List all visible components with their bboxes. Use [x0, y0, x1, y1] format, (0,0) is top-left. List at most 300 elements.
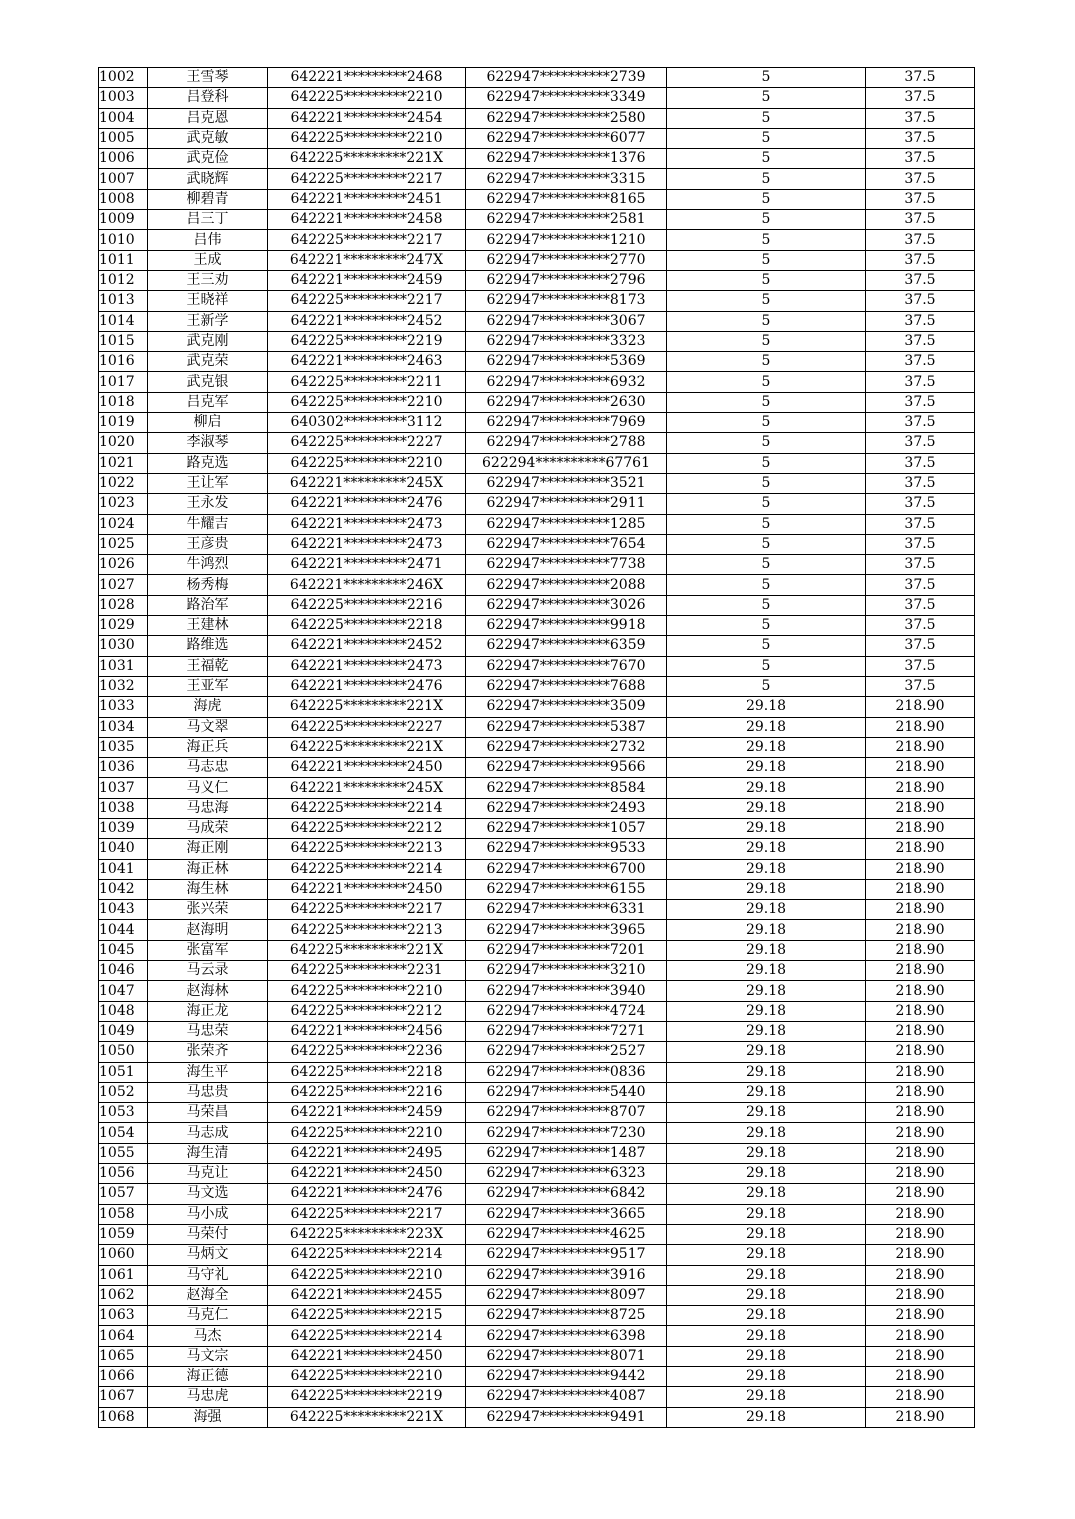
table-row [99, 961, 975, 981]
account-number-cell: 622947**********8071 [466, 1346, 667, 1366]
person-name-cell: 马忠虎 [148, 1387, 268, 1407]
id-number-cell: 642221*********2452 [268, 636, 466, 656]
quantity-cell: 29.18 [667, 697, 866, 717]
account-number-cell: 622947**********8165 [466, 189, 667, 209]
table-row [99, 1387, 975, 1407]
person-name-cell: 马杰 [148, 1326, 268, 1346]
quantity-cell: 5 [667, 616, 866, 636]
person-name-cell: 王让军 [148, 473, 268, 493]
table-row [99, 1123, 975, 1143]
person-name-cell: 马义仁 [148, 778, 268, 798]
account-number-cell: 622947**********2732 [466, 737, 667, 757]
person-name-cell: 路维选 [148, 636, 268, 656]
quantity-cell: 29.18 [667, 1367, 866, 1387]
quantity-cell: 29.18 [667, 1042, 866, 1062]
amount-cell: 218.90 [866, 1346, 975, 1366]
table-row [99, 595, 975, 615]
quantity-cell: 5 [667, 149, 866, 169]
row-number-cell: 1013 [99, 291, 148, 311]
account-number-cell: 622947**********7670 [466, 656, 667, 676]
id-number-cell: 642221*********2450 [268, 1164, 466, 1184]
person-name-cell: 吕登科 [148, 88, 268, 108]
person-name-cell: 海正刚 [148, 839, 268, 859]
account-number-cell: 622947**********6323 [466, 1164, 667, 1184]
account-number-cell: 622947**********9566 [466, 758, 667, 778]
person-name-cell: 王新学 [148, 311, 268, 331]
table-row [99, 413, 975, 433]
account-number-cell: 622947**********3315 [466, 169, 667, 189]
id-number-cell: 642221*********245X [268, 473, 466, 493]
account-number-cell: 622947**********8584 [466, 778, 667, 798]
account-number-cell: 622947**********3916 [466, 1265, 667, 1285]
id-number-cell: 642221*********2459 [268, 270, 466, 290]
row-number-cell: 1028 [99, 595, 148, 615]
amount-cell: 218.90 [866, 940, 975, 960]
amount-cell: 218.90 [866, 1123, 975, 1143]
id-number-cell: 642225*********2210 [268, 1367, 466, 1387]
person-name-cell: 马文宗 [148, 1346, 268, 1366]
amount-cell: 218.90 [866, 920, 975, 940]
table-row [99, 616, 975, 636]
amount-cell: 218.90 [866, 1143, 975, 1163]
person-name-cell: 牛鸿烈 [148, 555, 268, 575]
account-number-cell: 622947**********4724 [466, 1001, 667, 1021]
row-number-cell: 1023 [99, 494, 148, 514]
row-number-cell: 1068 [99, 1407, 148, 1427]
account-number-cell: 622947**********4087 [466, 1387, 667, 1407]
id-number-cell: 642225*********2218 [268, 616, 466, 636]
row-number-cell: 1044 [99, 920, 148, 940]
row-number-cell: 1010 [99, 230, 148, 250]
table-row [99, 88, 975, 108]
quantity-cell: 5 [667, 656, 866, 676]
amount-cell: 218.90 [866, 1367, 975, 1387]
amount-cell: 37.5 [866, 331, 975, 351]
table-row [99, 392, 975, 412]
account-number-cell: 622947**********1210 [466, 230, 667, 250]
amount-cell: 218.90 [866, 1245, 975, 1265]
id-number-cell: 642225*********2236 [268, 1042, 466, 1062]
amount-cell: 37.5 [866, 616, 975, 636]
account-number-cell: 622947**********1057 [466, 818, 667, 838]
id-number-cell: 642225*********2215 [268, 1306, 466, 1326]
person-name-cell: 海正德 [148, 1367, 268, 1387]
id-number-cell: 642225*********2211 [268, 372, 466, 392]
amount-cell: 37.5 [866, 88, 975, 108]
table-row [99, 169, 975, 189]
person-name-cell: 武克荣 [148, 352, 268, 372]
row-number-cell: 1052 [99, 1082, 148, 1102]
table-row [99, 1367, 975, 1387]
quantity-cell: 29.18 [667, 737, 866, 757]
row-number-cell: 1025 [99, 534, 148, 554]
amount-cell: 218.90 [866, 758, 975, 778]
account-number-cell: 622947**********3026 [466, 595, 667, 615]
account-number-cell: 622947**********2581 [466, 210, 667, 230]
quantity-cell: 5 [667, 270, 866, 290]
table-row [99, 1103, 975, 1123]
person-name-cell: 武克银 [148, 372, 268, 392]
amount-cell: 218.90 [866, 1184, 975, 1204]
id-number-cell: 642225*********2213 [268, 839, 466, 859]
amount-cell: 37.5 [866, 636, 975, 656]
id-number-cell: 642225*********221X [268, 149, 466, 169]
account-number-cell: 622947**********2796 [466, 270, 667, 290]
id-number-cell: 642221*********246X [268, 575, 466, 595]
id-number-cell: 642221*********2459 [268, 1103, 466, 1123]
table-row [99, 1346, 975, 1366]
table-row [99, 940, 975, 960]
quantity-cell: 29.18 [667, 778, 866, 798]
person-name-cell: 张荣齐 [148, 1042, 268, 1062]
account-number-cell: 622947**********6359 [466, 636, 667, 656]
row-number-cell: 1045 [99, 940, 148, 960]
row-number-cell: 1008 [99, 189, 148, 209]
id-number-cell: 642225*********2217 [268, 291, 466, 311]
account-number-cell: 622947**********8707 [466, 1103, 667, 1123]
account-number-cell: 622947**********7271 [466, 1021, 667, 1041]
account-number-cell: 622947**********3665 [466, 1204, 667, 1224]
table-row [99, 1204, 975, 1224]
account-number-cell: 622947**********9918 [466, 616, 667, 636]
id-number-cell: 642225*********221X [268, 697, 466, 717]
quantity-cell: 29.18 [667, 1082, 866, 1102]
quantity-cell: 5 [667, 210, 866, 230]
person-name-cell: 李淑琴 [148, 433, 268, 453]
amount-cell: 37.5 [866, 453, 975, 473]
person-name-cell: 武克刚 [148, 331, 268, 351]
id-number-cell: 642221*********2476 [268, 494, 466, 514]
quantity-cell: 5 [667, 473, 866, 493]
table-row [99, 1326, 975, 1346]
row-number-cell: 1015 [99, 331, 148, 351]
table-row [99, 372, 975, 392]
id-number-cell: 642225*********2216 [268, 1082, 466, 1102]
person-name-cell: 海生林 [148, 879, 268, 899]
id-number-cell: 642225*********2214 [268, 798, 466, 818]
id-number-cell: 642225*********2227 [268, 717, 466, 737]
table-row [99, 758, 975, 778]
row-number-cell: 1048 [99, 1001, 148, 1021]
table-row [99, 798, 975, 818]
person-name-cell: 海正兵 [148, 737, 268, 757]
account-number-cell: 622947**********2788 [466, 433, 667, 453]
id-number-cell: 642225*********2210 [268, 392, 466, 412]
quantity-cell: 29.18 [667, 818, 866, 838]
table-row [99, 737, 975, 757]
amount-cell: 218.90 [866, 697, 975, 717]
quantity-cell: 5 [667, 88, 866, 108]
person-name-cell: 赵海全 [148, 1285, 268, 1305]
row-number-cell: 1011 [99, 250, 148, 270]
row-number-cell: 1019 [99, 413, 148, 433]
amount-cell: 218.90 [866, 1103, 975, 1123]
person-name-cell: 杨秀梅 [148, 575, 268, 595]
person-name-cell: 王建林 [148, 616, 268, 636]
person-name-cell: 海生平 [148, 1062, 268, 1082]
quantity-cell: 29.18 [667, 1387, 866, 1407]
quantity-cell: 29.18 [667, 859, 866, 879]
id-number-cell: 642221*********2458 [268, 210, 466, 230]
account-number-cell: 622947**********0836 [466, 1062, 667, 1082]
row-number-cell: 1005 [99, 128, 148, 148]
table-row [99, 1265, 975, 1285]
quantity-cell: 29.18 [667, 900, 866, 920]
amount-cell: 37.5 [866, 392, 975, 412]
amount-cell: 218.90 [866, 1042, 975, 1062]
person-name-cell: 马炳文 [148, 1245, 268, 1265]
person-name-cell: 海正林 [148, 859, 268, 879]
id-number-cell: 642221*********2468 [268, 68, 466, 88]
table-row [99, 270, 975, 290]
table-row [99, 1285, 975, 1305]
id-number-cell: 642225*********2210 [268, 1265, 466, 1285]
amount-cell: 218.90 [866, 961, 975, 981]
id-number-cell: 642221*********2476 [268, 1184, 466, 1204]
row-number-cell: 1059 [99, 1224, 148, 1244]
table-row [99, 291, 975, 311]
person-name-cell: 吕克恩 [148, 108, 268, 128]
account-number-cell: 622947**********1285 [466, 514, 667, 534]
id-number-cell: 642221*********2450 [268, 758, 466, 778]
quantity-cell: 29.18 [667, 758, 866, 778]
person-name-cell: 王亚军 [148, 676, 268, 696]
row-number-cell: 1039 [99, 818, 148, 838]
account-number-cell: 622947**********5369 [466, 352, 667, 372]
row-number-cell: 1017 [99, 372, 148, 392]
table-row [99, 920, 975, 940]
amount-cell: 37.5 [866, 413, 975, 433]
table-row [99, 473, 975, 493]
id-number-cell: 642221*********2454 [268, 108, 466, 128]
table-row [99, 534, 975, 554]
id-number-cell: 642225*********2219 [268, 1387, 466, 1407]
quantity-cell: 5 [667, 413, 866, 433]
row-number-cell: 1012 [99, 270, 148, 290]
table-row [99, 1062, 975, 1082]
row-number-cell: 1035 [99, 737, 148, 757]
row-number-cell: 1066 [99, 1367, 148, 1387]
row-number-cell: 1056 [99, 1164, 148, 1184]
quantity-cell: 29.18 [667, 1407, 866, 1427]
quantity-cell: 5 [667, 291, 866, 311]
person-name-cell: 海虎 [148, 697, 268, 717]
person-name-cell: 王成 [148, 250, 268, 270]
quantity-cell: 5 [667, 68, 866, 88]
amount-cell: 218.90 [866, 1285, 975, 1305]
amount-cell: 218.90 [866, 1224, 975, 1244]
person-name-cell: 王福乾 [148, 656, 268, 676]
id-number-cell: 642225*********2216 [268, 595, 466, 615]
amount-cell: 218.90 [866, 1407, 975, 1427]
person-name-cell: 马守礼 [148, 1265, 268, 1285]
person-name-cell: 马志成 [148, 1123, 268, 1143]
person-name-cell: 海正龙 [148, 1001, 268, 1021]
amount-cell: 218.90 [866, 1021, 975, 1041]
account-number-cell: 622947**********2527 [466, 1042, 667, 1062]
row-number-cell: 1004 [99, 108, 148, 128]
id-number-cell: 642225*********221X [268, 1407, 466, 1427]
account-number-cell: 622947**********9442 [466, 1367, 667, 1387]
person-name-cell: 马忠海 [148, 798, 268, 818]
amount-cell: 37.5 [866, 128, 975, 148]
quantity-cell: 5 [667, 128, 866, 148]
row-number-cell: 1064 [99, 1326, 148, 1346]
id-number-cell: 642221*********247X [268, 250, 466, 270]
id-number-cell: 642221*********2473 [268, 514, 466, 534]
person-name-cell: 马云录 [148, 961, 268, 981]
quantity-cell: 29.18 [667, 879, 866, 899]
id-number-cell: 642225*********2210 [268, 88, 466, 108]
quantity-cell: 29.18 [667, 717, 866, 737]
amount-cell: 37.5 [866, 311, 975, 331]
quantity-cell: 29.18 [667, 1021, 866, 1041]
row-number-cell: 1043 [99, 900, 148, 920]
id-number-cell: 642225*********221X [268, 737, 466, 757]
amount-cell: 37.5 [866, 473, 975, 493]
table-row [99, 900, 975, 920]
id-number-cell: 642225*********221X [268, 940, 466, 960]
id-number-cell: 642225*********2231 [268, 961, 466, 981]
person-name-cell: 马志忠 [148, 758, 268, 778]
person-name-cell: 吕三丁 [148, 210, 268, 230]
account-number-cell: 622947**********8173 [466, 291, 667, 311]
row-number-cell: 1022 [99, 473, 148, 493]
row-number-cell: 1016 [99, 352, 148, 372]
row-number-cell: 1030 [99, 636, 148, 656]
quantity-cell: 29.18 [667, 1184, 866, 1204]
table-row [99, 494, 975, 514]
account-number-cell: 622947**********8097 [466, 1285, 667, 1305]
table-row [99, 1407, 975, 1427]
id-number-cell: 642221*********2476 [268, 676, 466, 696]
account-number-cell: 622947**********8725 [466, 1306, 667, 1326]
table-row [99, 311, 975, 331]
amount-cell: 218.90 [866, 879, 975, 899]
person-name-cell: 王永发 [148, 494, 268, 514]
id-number-cell: 642221*********2471 [268, 555, 466, 575]
row-number-cell: 1036 [99, 758, 148, 778]
table-row [99, 656, 975, 676]
quantity-cell: 5 [667, 392, 866, 412]
quantity-cell: 29.18 [667, 798, 866, 818]
account-number-cell: 622947**********2580 [466, 108, 667, 128]
id-number-cell: 642225*********2212 [268, 818, 466, 838]
account-number-cell: 622947**********6331 [466, 900, 667, 920]
person-name-cell: 马忠贵 [148, 1082, 268, 1102]
id-number-cell: 642225*********2213 [268, 920, 466, 940]
account-number-cell: 622947**********7654 [466, 534, 667, 554]
account-number-cell: 622947**********6932 [466, 372, 667, 392]
table-row [99, 108, 975, 128]
quantity-cell: 5 [667, 108, 866, 128]
row-number-cell: 1050 [99, 1042, 148, 1062]
row-number-cell: 1051 [99, 1062, 148, 1082]
quantity-cell: 5 [667, 230, 866, 250]
account-number-cell: 622947**********3940 [466, 981, 667, 1001]
table-row [99, 879, 975, 899]
id-number-cell: 642221*********2473 [268, 656, 466, 676]
account-number-cell: 622947**********3509 [466, 697, 667, 717]
person-name-cell: 王晓祥 [148, 291, 268, 311]
account-number-cell: 622947**********7738 [466, 555, 667, 575]
table-body [99, 68, 975, 1428]
row-number-cell: 1020 [99, 433, 148, 453]
account-number-cell: 622947**********3965 [466, 920, 667, 940]
person-name-cell: 王雪琴 [148, 68, 268, 88]
id-number-cell: 642225*********2217 [268, 230, 466, 250]
person-name-cell: 张富军 [148, 940, 268, 960]
table-row [99, 210, 975, 230]
row-number-cell: 1032 [99, 676, 148, 696]
account-number-cell: 622947**********5387 [466, 717, 667, 737]
account-number-cell: 622947**********6398 [466, 1326, 667, 1346]
id-number-cell: 642225*********2214 [268, 859, 466, 879]
id-number-cell: 642221*********2450 [268, 879, 466, 899]
table-row [99, 149, 975, 169]
account-number-cell: 622947**********7201 [466, 940, 667, 960]
quantity-cell: 29.18 [667, 1326, 866, 1346]
person-name-cell: 武克俭 [148, 149, 268, 169]
amount-cell: 37.5 [866, 656, 975, 676]
quantity-cell: 5 [667, 575, 866, 595]
account-number-cell: 622947**********6077 [466, 128, 667, 148]
person-name-cell: 马文翠 [148, 717, 268, 737]
amount-cell: 37.5 [866, 68, 975, 88]
account-number-cell: 622947**********3349 [466, 88, 667, 108]
person-name-cell: 马成荣 [148, 818, 268, 838]
table-row [99, 859, 975, 879]
id-number-cell: 642225*********2210 [268, 981, 466, 1001]
row-number-cell: 1046 [99, 961, 148, 981]
amount-cell: 37.5 [866, 555, 975, 575]
quantity-cell: 5 [667, 331, 866, 351]
quantity-cell: 29.18 [667, 1306, 866, 1326]
id-number-cell: 642225*********2214 [268, 1245, 466, 1265]
id-number-cell: 642221*********2456 [268, 1021, 466, 1041]
quantity-cell: 29.18 [667, 940, 866, 960]
table-row [99, 1001, 975, 1021]
account-number-cell: 622947**********3067 [466, 311, 667, 331]
quantity-cell: 5 [667, 352, 866, 372]
quantity-cell: 29.18 [667, 1164, 866, 1184]
row-number-cell: 1034 [99, 717, 148, 737]
account-number-cell: 622947**********7969 [466, 413, 667, 433]
person-name-cell: 王三劝 [148, 270, 268, 290]
person-name-cell: 王彦贵 [148, 534, 268, 554]
person-name-cell: 张兴荣 [148, 900, 268, 920]
account-number-cell: 622947**********3521 [466, 473, 667, 493]
table-row [99, 1021, 975, 1041]
amount-cell: 218.90 [866, 1082, 975, 1102]
amount-cell: 218.90 [866, 818, 975, 838]
amount-cell: 37.5 [866, 676, 975, 696]
account-number-cell: 622947**********7688 [466, 676, 667, 696]
row-number-cell: 1038 [99, 798, 148, 818]
person-name-cell: 马克仁 [148, 1306, 268, 1326]
row-number-cell: 1054 [99, 1123, 148, 1143]
quantity-cell: 29.18 [667, 1001, 866, 1021]
id-number-cell: 642225*********2210 [268, 453, 466, 473]
quantity-cell: 5 [667, 555, 866, 575]
amount-cell: 37.5 [866, 250, 975, 270]
id-number-cell: 642221*********2455 [268, 1285, 466, 1305]
quantity-cell: 29.18 [667, 1204, 866, 1224]
amount-cell: 37.5 [866, 149, 975, 169]
row-number-cell: 1057 [99, 1184, 148, 1204]
id-number-cell: 640302*********3112 [268, 413, 466, 433]
quantity-cell: 5 [667, 169, 866, 189]
